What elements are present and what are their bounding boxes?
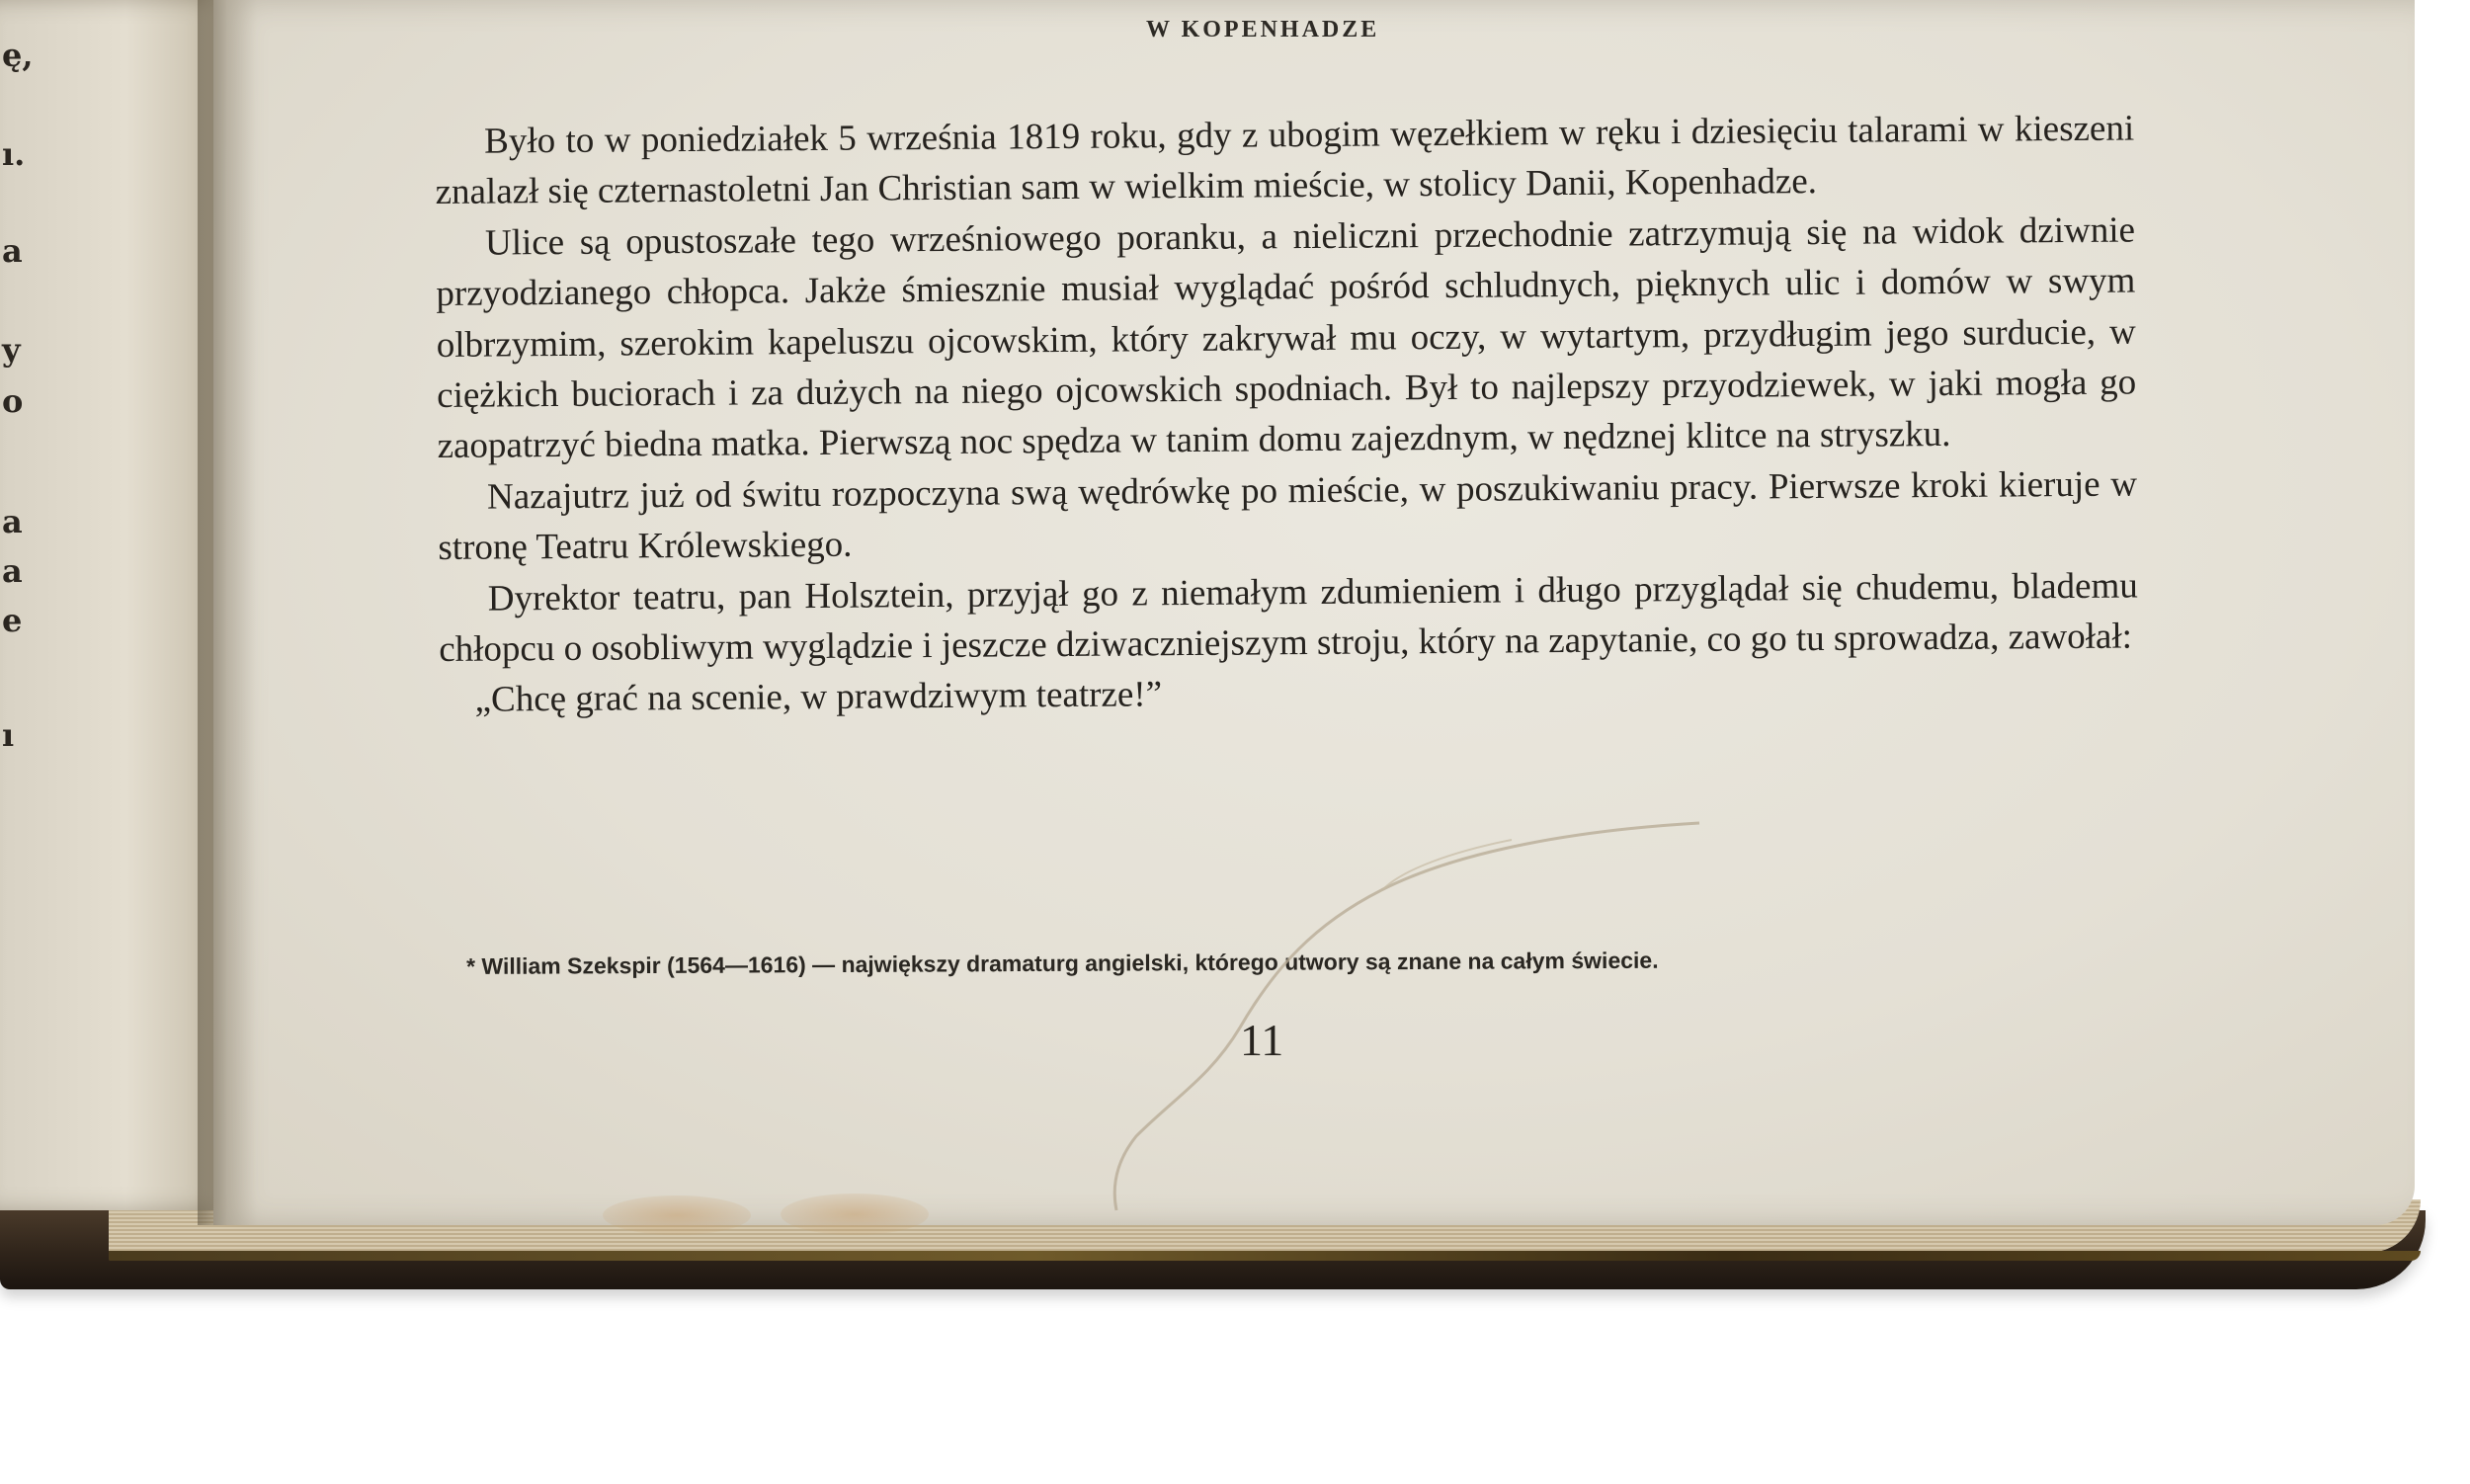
- running-head: W KOPENHADZE: [1146, 17, 1380, 42]
- left-page-fragment: o: [2, 382, 24, 420]
- left-page: [0, 0, 229, 1210]
- body-text: [435, 103, 2139, 725]
- paragraph: Dyrektor teatru, pan Holsztein, przyjął go z niemałym zdumieniem i długo przyglądał się chudemu, blademu chłopcu o osobliwym wyglądzie i jeszcze dziwaczniejszym stroju, który na zapytanie, co go tu sprowadza, zawołał:: [439, 565, 2138, 671]
- left-page-fragment: a: [2, 232, 23, 270]
- left-page-fragment: ę,: [2, 37, 34, 74]
- left-page-fragment: e: [2, 602, 23, 639]
- book-gutter: [198, 0, 257, 1225]
- paragraph: Było to w poniedziałek 5 września 1819 roku, gdy z ubogim węzełkiem w ręku i dziesięciu talarami w kieszeni znalazł się czternastoletni Jan Christian sam w wielkim mieście, w stolicy Danii, Kopenhadze.: [435, 108, 2135, 213]
- page-stain: [603, 1195, 751, 1235]
- left-page-fragment: a: [2, 503, 23, 540]
- quotation: „Chcę grać na scenie, w prawdziwym teatrze!”: [474, 674, 1163, 721]
- page-stain: [781, 1194, 929, 1235]
- left-page-fragment: ı: [2, 716, 15, 754]
- paragraph: Nazajutrz już od świtu rozpoczyna swą wędrówkę po mieście, w poszukiwaniu pracy. Pierwsze kroki kieruje w stronę Teatru Królewskiego.: [438, 463, 2138, 569]
- paragraph: Ulice są opustoszałe tego wrześniowego poranku, a nieliczni przechodnie zatrzymują się na widok dziwnie przyodzianego chłopca. Jakże śmiesznie musiał wyglądać pośród schludnych, pięknych ulic i domów w swym olbrzymim, szerokim kapeluszu ojcowskim, który zakrywał mu oczy, w wytartym, przydługim jego surducie, w ciężkich buciorach i za dużych na niego ojcowskich spodniach. Był to najlepszy przyodziewek, w jaki mogła go zaopatrzyć biedna matka. Pierwszą noc spędza w tanim domu zajezdnym, w nędznej klitce na stryszku.: [436, 209, 2137, 467]
- page-number: 11: [1240, 1015, 1284, 1065]
- left-page-fragment: ı.: [2, 135, 26, 173]
- footnote: * William Szekspir (1564—1616) — największy dramaturg angielski, którego utwory są znane na całym świecie.: [466, 947, 1659, 979]
- left-page-fragment: y: [2, 331, 21, 369]
- left-page-fragment: a: [2, 552, 23, 590]
